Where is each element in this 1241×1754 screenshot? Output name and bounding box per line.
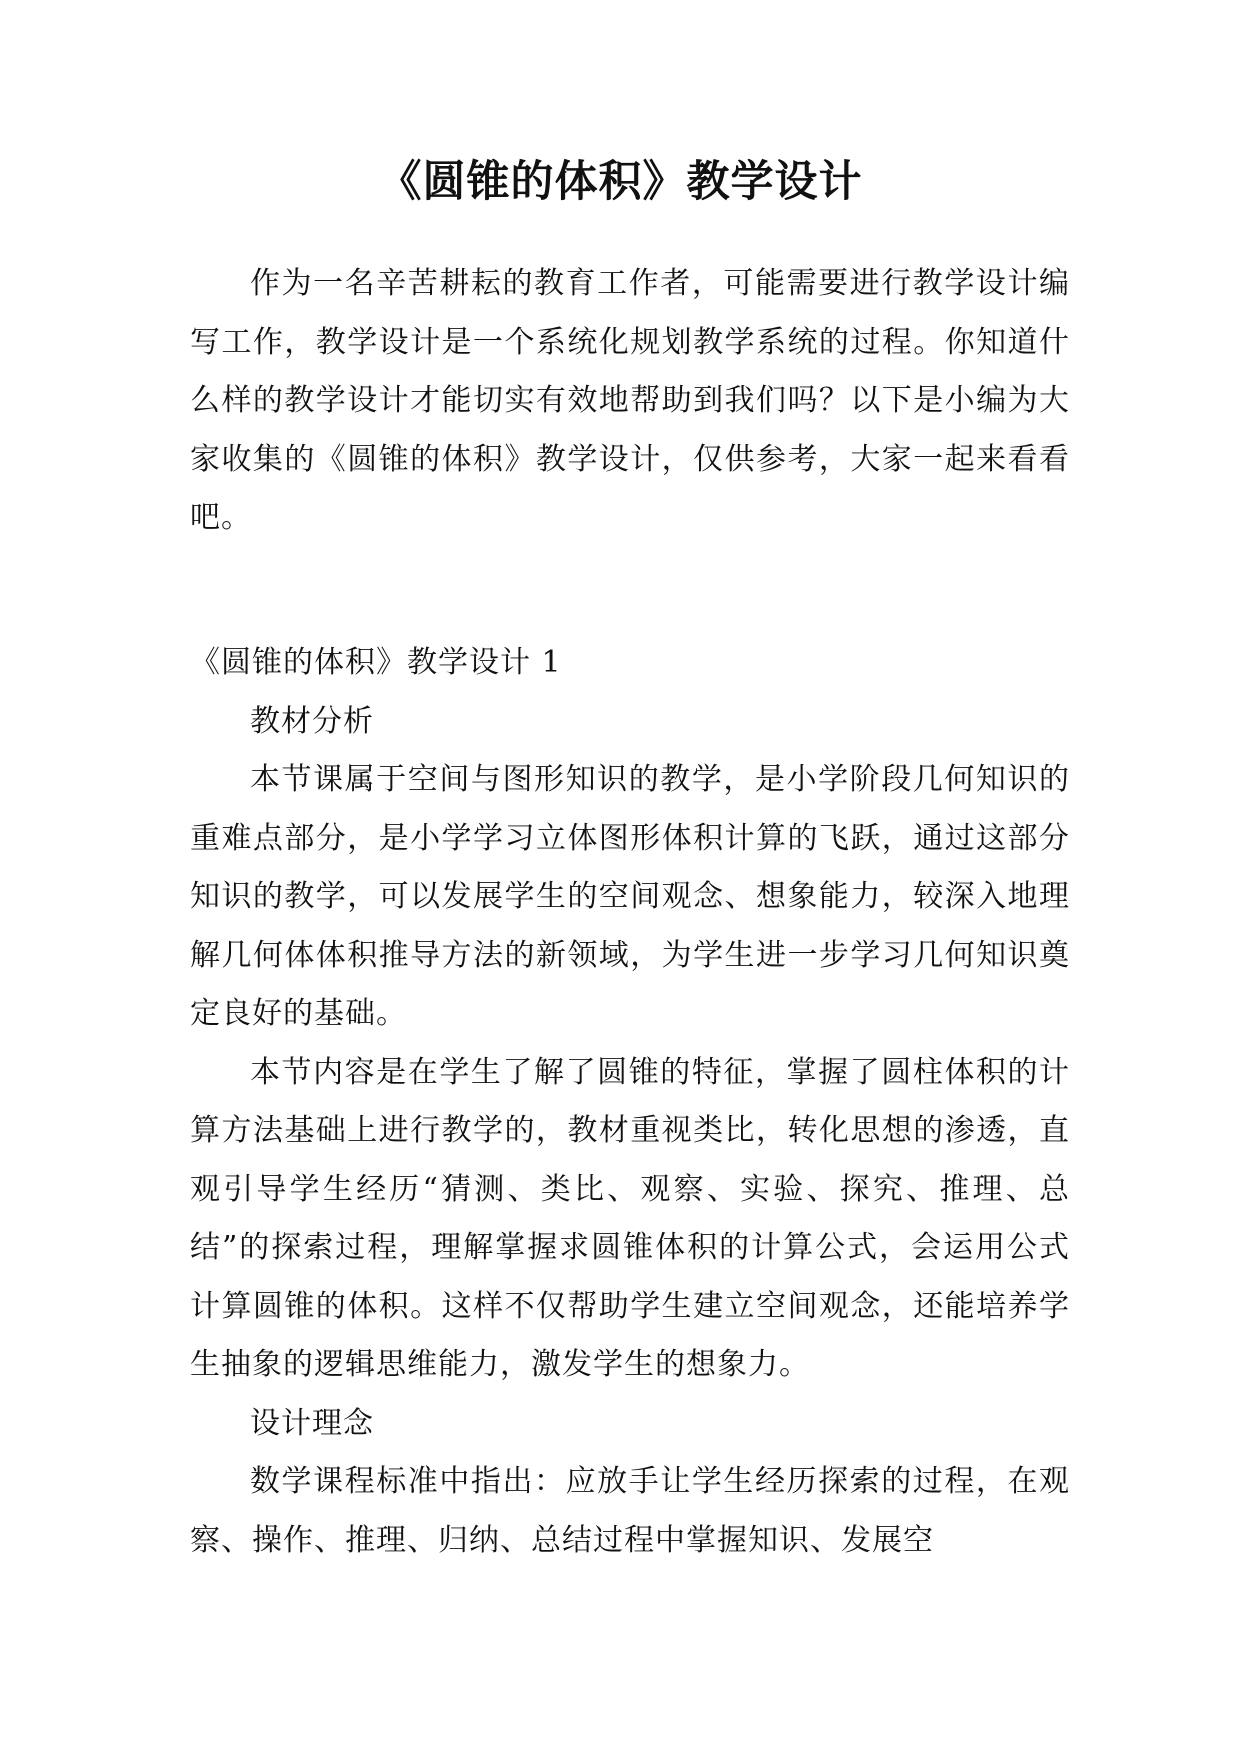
analysis-paragraph-1: 本节课属于空间与图形知识的教学，是小学阶段几何知识的重难点部分，是小学学习立体图形体积计算的飞跃，通过这部分知识的教学，可以发展学生的空间观念、想象能力，较深入地理解几何体体积推导方法的新领域，为学生进一步学习几何知识奠定良好的基础。 bbox=[190, 762, 1070, 1031]
concept-paragraph-1: 数学课程标准中指出：应放手让学生经历探索的过程，在观察、操作、推理、归纳、总结过程中掌握知识、发展空 bbox=[190, 1464, 1070, 1558]
subheading-concept: 设计理念 bbox=[250, 1405, 374, 1441]
document-title: 《圆锥的体积》教学设计 bbox=[378, 157, 863, 207]
analysis-paragraph-2: 本节内容是在学生了解了圆锥的特征，掌握了圆柱体积的计算方法基础上进行教学的，教材重视类比，转化思想的渗透，直观引导学生经历“猜测、类比、观察、实验、探究、推理、总结”的探索过程，理解掌握求圆锥体积的计算公式，会运用公式计算圆锥的体积。这样不仅帮助学生建立空间观念，还能培养学生抽象的逻辑思维能力，激发学生的想象力。 bbox=[190, 1054, 1070, 1382]
intro-block bbox=[190, 255, 1070, 548]
section-heading: 《圆锥的体积》教学设计 1 bbox=[190, 645, 562, 680]
intro-paragraph: 作为一名辛苦耕耘的教育工作者，可能需要进行教学设计编写工作，教学设计是一个系统化规划教学系统的过程。你知道什么样的教学设计才能切实有效地帮助到我们吗？以下是小编为大家收集的《圆锥的体积》教学设计，仅供参考，大家一起来看看吧。 bbox=[190, 266, 1070, 535]
subheading-analysis: 教材分析 bbox=[250, 703, 374, 739]
section-1 bbox=[190, 634, 1070, 1570]
